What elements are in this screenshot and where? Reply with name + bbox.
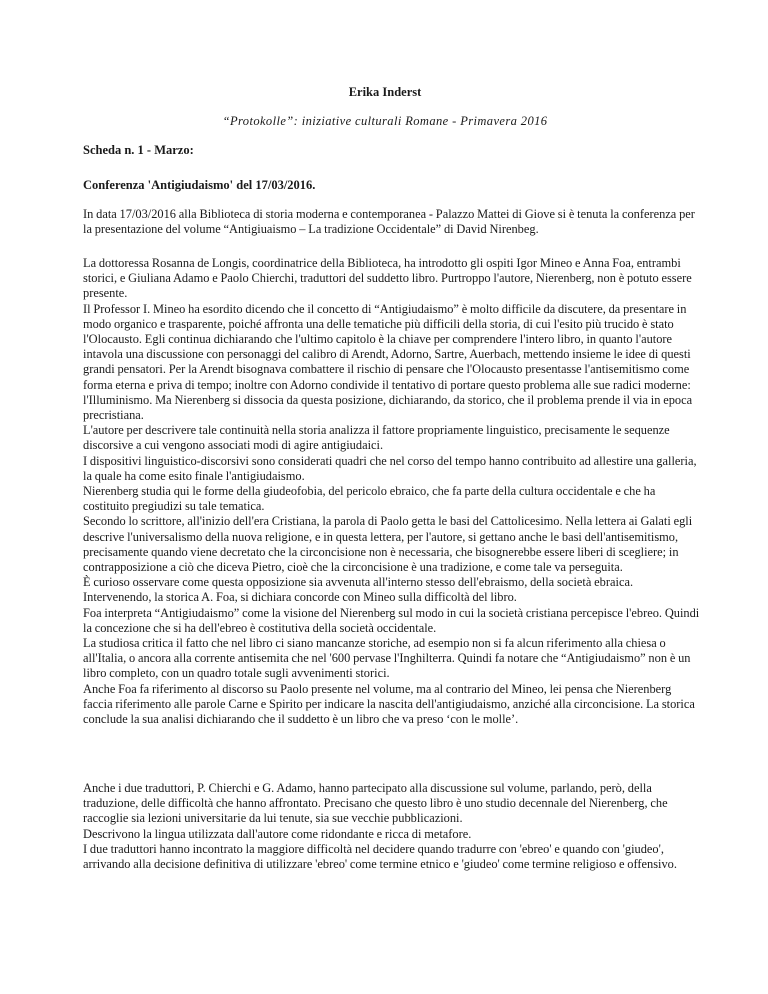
paragraph: La dottoressa Rosanna de Longis, coordinatrice della Biblioteca, ha introdotto gli ospiti Igor Mineo e Anna Foa, entrambi storici, e Giuliana Adamo e Paolo Chierchi, traduttori del suddetto libro. Purtroppo l'autore, Nierenberg, non è potuto essere presente. — [83, 256, 692, 301]
intro-section — [83, 207, 703, 237]
conference-title: Conferenza 'Antigiudaismo' del 17/03/2016. — [83, 178, 316, 192]
paragraph: L'autore per descrivere tale continuità nella storia analizza il fattore propriamente linguistico, precisamente le sequenze discorsive a cui vengono associati modi di agire antigiudaici. — [83, 423, 670, 453]
paragraph: È curioso osservare come questa opposizione sia avvenuta all'interno stesso dell'ebraismo, della società ebraica. — [83, 575, 634, 590]
paragraph: I due traduttori hanno incontrato la maggiore difficoltà nel decidere quando tradurre con 'ebreo' e quando con 'giudeo', arrivando alla decisione definitiva di utilizzare 'ebreo' come termine etnico e 'giudeo' come termine religioso e offensivo. — [83, 841, 677, 872]
paragraph: La studiosa critica il fatto che nel libro ci siano mancanze storiche, ad esempio non si fa alcun riferimento alla chiesa o all'Italia, o ancora alla corrente antisemita che nel '600 pervase l'Inghilterra. Quindi fa notare che “Antigiudaismo” non è un libro completo, con un quadro totale sugli avvenimenti storici. — [83, 636, 691, 681]
paragraph: Anche i due traduttori, P. Chierchi e G. Adamo, hanno partecipato alla discussione sul volume, parlando, però, della traduzione, delle difficoltà che hanno affrontato. Precisano che questo libro è uno studio decennale del Nierenberg, che raccoglie sia lezioni universitarie da lui tenute, sia sue vecchie pubblicazioni. — [83, 781, 668, 826]
paragraph: Il Professor I. Mineo ha esordito dicendo che il concetto di “Antigiudaismo” è molto difficile da discutere, da presentare in modo organico e trasparente, poiché affronta una delle tematiche più difficili della storia, di cui l'esito più trucido è stato l'Olocausto. Egli continua dichiarando che l'ultimo capitolo è la chiave per comprendere l'intero libro, in quanto l'autore intavola una discussione con personaggi del calibro di Arendt, Adorno, Sartre, Auerbach, mettendo insieme le idee di questi grandi pensatori. Per la Arendt bisognava combattere il rischio di pensare che l'Olocausto presentasse l'antisemitismo come forma eterna e priva di tempo; inoltre con Adorno condivide il tentativo di portare questo problema alle sue radici moderne: l'Illuminismo. Ma Nierenberg si dissocia da questa posizione, dichiarando, da storico, che il problema prende il via in epoca precristiana. — [83, 301, 693, 423]
paragraph: Foa interpreta “Antigiudaismo” come la visione del Nierenberg sul modo in cui la società cristiana percepisce l'ebreo. Quindi la concezione che si ha dell'ebreo è costitutiva della società occidentale. — [83, 605, 700, 635]
intro-paragraph: In data 17/03/2016 alla Biblioteca di storia moderna e contemporanea - Palazzo Mattei di Giove si è tenuta la conferenza per la presentazione del volume “Antigiuaismo – La tradizione Occidentale” di David Nirenbeg. — [83, 207, 695, 237]
paragraph: Intervenendo, la storica A. Foa, si dichiara concorde con Mineo sulla difficoltà del libro. — [83, 590, 517, 605]
paragraph: Descrivono la lingua utilizzata dall'autore come ridondante e ricca di metafore. — [83, 826, 472, 841]
translators-section — [83, 781, 703, 872]
document-subtitle: “Protokolle”: iniziative culturali Romane - Primavera 2016 — [222, 114, 548, 128]
paragraph: I dispositivi linguistico-discorsivi sono considerati quadri che nel corso del tempo hanno contribuito ad allestire una galleria, la quale ha come esito finale l'antigiudaismo. — [83, 453, 697, 483]
paragraph: Nierenberg studia qui le forme della giudeofobia, del pericolo ebraico, che fa parte della cultura occidentale e che ha costituito pregiudizi su tale tematica. — [83, 484, 656, 514]
paragraph: Anche Foa fa riferimento al discorso su Paolo presente nel volume, ma al contrario del Mineo, lei pensa che Nierenberg faccia riferimento alle parole Carne e Spirito per indicare la nascita dell'antigiudaismo, anziché alla circoncisione. La storica conclude la sua analisi dichiarando che il suddetto è un libro che va preso ‘con le molle’. — [83, 681, 695, 727]
scheda-heading: Scheda n. 1 - Marzo: — [83, 143, 194, 157]
main-section — [83, 256, 703, 727]
paragraph: Secondo lo scrittore, all'inizio dell'era Cristiana, la parola di Paolo getta le basi del Cattolicesimo. Nella lettera ai Galati egli descrive l'universalismo della nuova religione, e in questa lettera, per l'autore, si gettano anche le basi dell'antisemitismo, precisamente quando viene decretato che la circoncisione non è necessaria, che bisognerebbe essere liberi di scegliere; in contrapposizione a ciò che diceva Pietro, cioè che la circoncisione è una tradizione, e come tale va perseguita. — [83, 514, 693, 575]
author-name: Erika Inderst — [348, 85, 422, 99]
